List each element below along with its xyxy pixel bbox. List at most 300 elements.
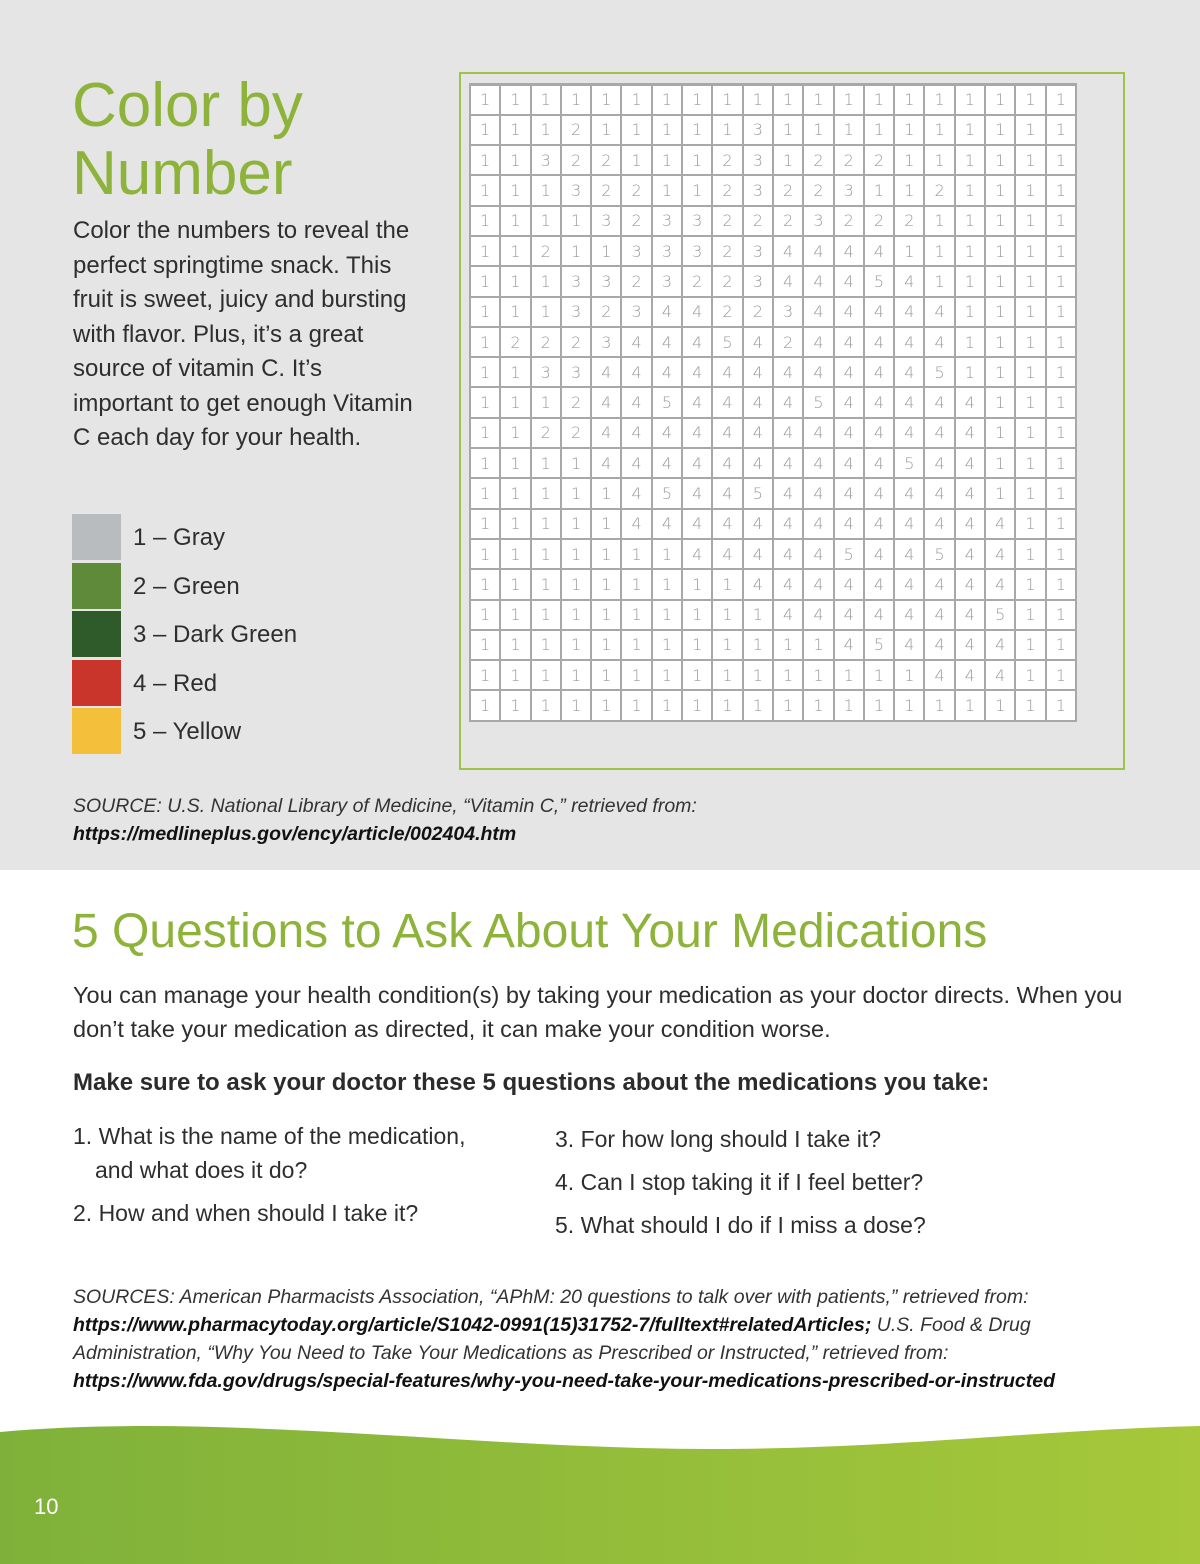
grid-cell[interactable]: 1 (500, 600, 530, 630)
grid-cell[interactable]: 4 (864, 327, 894, 357)
grid-cell[interactable]: 1 (652, 630, 682, 660)
grid-cell[interactable]: 4 (985, 569, 1015, 599)
grid-cell[interactable]: 1 (531, 478, 561, 508)
grid-cell[interactable]: 4 (743, 327, 773, 357)
grid-cell[interactable]: 1 (1046, 85, 1076, 115)
grid-cell[interactable]: 1 (531, 569, 561, 599)
grid-cell[interactable]: 4 (773, 569, 803, 599)
grid-cell[interactable]: 2 (591, 175, 621, 205)
grid-cell[interactable]: 4 (834, 478, 864, 508)
grid-cell[interactable]: 1 (561, 569, 591, 599)
grid-cell[interactable]: 1 (1046, 175, 1076, 205)
grid-cell[interactable]: 3 (682, 206, 712, 236)
grid-cell[interactable]: 4 (924, 297, 954, 327)
grid-cell[interactable]: 3 (834, 175, 864, 205)
grid-cell[interactable]: 1 (864, 85, 894, 115)
grid-cell[interactable]: 1 (834, 85, 864, 115)
grid-cell[interactable]: 2 (531, 236, 561, 266)
grid-cell[interactable]: 1 (531, 266, 561, 296)
grid-cell[interactable]: 4 (621, 448, 651, 478)
grid-cell[interactable]: 3 (561, 357, 591, 387)
grid-cell[interactable]: 1 (682, 690, 712, 720)
grid-cell[interactable]: 1 (1046, 266, 1076, 296)
grid-cell[interactable]: 1 (531, 297, 561, 327)
grid-cell[interactable]: 1 (682, 175, 712, 205)
grid-cell[interactable]: 1 (470, 418, 500, 448)
grid-cell[interactable]: 4 (924, 327, 954, 357)
grid-cell[interactable]: 1 (894, 85, 924, 115)
grid-cell[interactable]: 1 (743, 85, 773, 115)
grid-cell[interactable]: 3 (621, 236, 651, 266)
grid-cell[interactable]: 1 (924, 206, 954, 236)
grid-cell[interactable]: 2 (712, 175, 742, 205)
grid-cell[interactable]: 4 (652, 327, 682, 357)
grid-cell[interactable]: 1 (955, 206, 985, 236)
grid-cell[interactable]: 4 (682, 327, 712, 357)
grid-cell[interactable]: 1 (985, 145, 1015, 175)
grid-cell[interactable]: 4 (743, 418, 773, 448)
grid-cell[interactable]: 1 (470, 236, 500, 266)
grid-cell[interactable]: 4 (712, 509, 742, 539)
grid-cell[interactable]: 1 (834, 115, 864, 145)
grid-cell[interactable]: 1 (621, 690, 651, 720)
grid-cell[interactable]: 4 (682, 448, 712, 478)
grid-cell[interactable]: 1 (591, 509, 621, 539)
grid-cell[interactable]: 2 (561, 327, 591, 357)
grid-cell[interactable]: 4 (955, 569, 985, 599)
grid-cell[interactable]: 1 (773, 115, 803, 145)
grid-cell[interactable]: 1 (500, 448, 530, 478)
source-link[interactable]: https://medlineplus.gov/ency/article/002404.htm (73, 823, 517, 845)
grid-cell[interactable]: 1 (470, 357, 500, 387)
grid-cell[interactable]: 2 (531, 327, 561, 357)
grid-cell[interactable]: 2 (712, 266, 742, 296)
grid-cell[interactable]: 1 (500, 145, 530, 175)
grid-cell[interactable]: 4 (773, 236, 803, 266)
grid-cell[interactable]: 4 (985, 509, 1015, 539)
grid-cell[interactable]: 4 (864, 387, 894, 417)
grid-cell[interactable]: 5 (803, 387, 833, 417)
grid-cell[interactable]: 3 (803, 206, 833, 236)
grid-cell[interactable]: 2 (561, 418, 591, 448)
grid-cell[interactable]: 1 (591, 600, 621, 630)
grid-cell[interactable]: 1 (621, 660, 651, 690)
grid-cell[interactable]: 3 (743, 175, 773, 205)
grid-cell[interactable]: 4 (743, 539, 773, 569)
grid-cell[interactable]: 4 (773, 539, 803, 569)
grid-cell[interactable]: 1 (955, 115, 985, 145)
grid-cell[interactable]: 1 (652, 85, 682, 115)
grid-cell[interactable]: 4 (955, 630, 985, 660)
grid-cell[interactable]: 4 (834, 266, 864, 296)
grid-cell[interactable]: 1 (1046, 478, 1076, 508)
grid-cell[interactable]: 3 (591, 206, 621, 236)
grid-cell[interactable]: 1 (1015, 266, 1045, 296)
grid-cell[interactable]: 1 (531, 387, 561, 417)
grid-cell[interactable]: 4 (834, 387, 864, 417)
grid-cell[interactable]: 1 (561, 448, 591, 478)
grid-cell[interactable]: 1 (500, 569, 530, 599)
grid-cell[interactable]: 1 (712, 85, 742, 115)
grid-cell[interactable]: 1 (470, 175, 500, 205)
grid-cell[interactable]: 1 (1015, 145, 1045, 175)
grid-cell[interactable]: 2 (591, 145, 621, 175)
grid-cell[interactable]: 1 (985, 387, 1015, 417)
grid-cell[interactable]: 1 (985, 236, 1015, 266)
grid-cell[interactable]: 1 (803, 85, 833, 115)
grid-cell[interactable]: 1 (682, 85, 712, 115)
grid-cell[interactable]: 2 (834, 145, 864, 175)
grid-cell[interactable]: 1 (561, 660, 591, 690)
grid-cell[interactable]: 1 (531, 600, 561, 630)
grid-cell[interactable]: 3 (561, 175, 591, 205)
grid-cell[interactable]: 4 (682, 357, 712, 387)
grid-cell[interactable]: 4 (803, 357, 833, 387)
grid-cell[interactable]: 4 (591, 357, 621, 387)
grid-cell[interactable]: 1 (894, 690, 924, 720)
grid-cell[interactable]: 1 (1046, 297, 1076, 327)
grid-cell[interactable]: 5 (864, 266, 894, 296)
grid-cell[interactable]: 1 (955, 357, 985, 387)
grid-cell[interactable]: 1 (1015, 600, 1045, 630)
grid-cell[interactable]: 4 (864, 539, 894, 569)
grid-cell[interactable]: 1 (924, 145, 954, 175)
grid-cell[interactable]: 4 (652, 297, 682, 327)
grid-cell[interactable]: 1 (1046, 418, 1076, 448)
grid-cell[interactable]: 4 (864, 509, 894, 539)
grid-cell[interactable]: 1 (985, 448, 1015, 478)
grid-cell[interactable]: 1 (955, 297, 985, 327)
grid-cell[interactable]: 1 (864, 690, 894, 720)
grid-cell[interactable]: 5 (743, 478, 773, 508)
grid-cell[interactable]: 5 (864, 630, 894, 660)
grid-cell[interactable]: 3 (621, 297, 651, 327)
grid-cell[interactable]: 4 (803, 478, 833, 508)
grid-cell[interactable]: 1 (470, 630, 500, 660)
grid-cell[interactable]: 1 (834, 660, 864, 690)
grid-cell[interactable]: 4 (682, 387, 712, 417)
grid-cell[interactable]: 4 (743, 509, 773, 539)
grid-cell[interactable]: 4 (894, 387, 924, 417)
grid-cell[interactable]: 4 (712, 478, 742, 508)
sources-link-pharmacytoday[interactable]: https://www.pharmacytoday.org/article/S1042-0991(15)31752-7/fulltext#relatedArticles; (73, 1314, 872, 1336)
grid-cell[interactable]: 1 (470, 85, 500, 115)
grid-cell[interactable]: 1 (591, 630, 621, 660)
grid-cell[interactable]: 1 (1046, 115, 1076, 145)
grid-cell[interactable]: 1 (985, 690, 1015, 720)
grid-cell[interactable]: 4 (682, 539, 712, 569)
grid-cell[interactable]: 4 (712, 448, 742, 478)
grid-cell[interactable]: 5 (924, 539, 954, 569)
grid-cell[interactable]: 2 (561, 115, 591, 145)
grid-cell[interactable]: 1 (470, 145, 500, 175)
grid-cell[interactable]: 1 (985, 357, 1015, 387)
grid-cell[interactable]: 1 (500, 357, 530, 387)
grid-cell[interactable]: 1 (531, 115, 561, 145)
grid-cell[interactable]: 4 (682, 418, 712, 448)
grid-cell[interactable]: 1 (470, 600, 500, 630)
grid-cell[interactable]: 4 (985, 660, 1015, 690)
grid-cell[interactable]: 4 (894, 297, 924, 327)
grid-cell[interactable]: 4 (864, 448, 894, 478)
grid-cell[interactable]: 1 (591, 478, 621, 508)
grid-cell[interactable]: 2 (621, 266, 651, 296)
grid-cell[interactable]: 1 (773, 660, 803, 690)
grid-cell[interactable]: 1 (591, 539, 621, 569)
sources-link-fda[interactable]: https://www.fda.gov/drugs/special-features/why-you-need-take-your-medications-prescribed-or-instructed (73, 1370, 1056, 1392)
grid-cell[interactable]: 4 (864, 236, 894, 266)
grid-cell[interactable]: 1 (803, 115, 833, 145)
grid-cell[interactable]: 3 (743, 115, 773, 145)
grid-cell[interactable]: 1 (864, 115, 894, 145)
grid-cell[interactable]: 1 (561, 85, 591, 115)
grid-cell[interactable]: 1 (773, 630, 803, 660)
grid-cell[interactable]: 1 (652, 690, 682, 720)
grid-cell[interactable]: 4 (621, 418, 651, 448)
grid-cell[interactable]: 3 (743, 266, 773, 296)
grid-cell[interactable]: 1 (985, 266, 1015, 296)
grid-cell[interactable]: 1 (561, 478, 591, 508)
grid-cell[interactable]: 2 (712, 297, 742, 327)
grid-cell[interactable]: 1 (985, 175, 1015, 205)
grid-cell[interactable]: 4 (803, 509, 833, 539)
grid-cell[interactable]: 4 (924, 387, 954, 417)
grid-cell[interactable]: 1 (985, 85, 1015, 115)
grid-cell[interactable]: 1 (1015, 206, 1045, 236)
grid-cell[interactable]: 4 (803, 448, 833, 478)
grid-cell[interactable]: 4 (803, 266, 833, 296)
grid-cell[interactable]: 1 (955, 266, 985, 296)
grid-cell[interactable]: 1 (1015, 569, 1045, 599)
grid-cell[interactable]: 4 (712, 357, 742, 387)
grid-cell[interactable]: 2 (803, 145, 833, 175)
grid-cell[interactable]: 1 (621, 539, 651, 569)
grid-cell[interactable]: 2 (834, 206, 864, 236)
grid-cell[interactable]: 4 (773, 387, 803, 417)
grid-cell[interactable]: 1 (864, 660, 894, 690)
grid-cell[interactable]: 4 (955, 660, 985, 690)
grid-cell[interactable]: 4 (803, 600, 833, 630)
grid-cell[interactable]: 1 (591, 569, 621, 599)
grid-cell[interactable]: 2 (773, 175, 803, 205)
grid-cell[interactable]: 4 (652, 509, 682, 539)
grid-cell[interactable]: 1 (531, 630, 561, 660)
grid-cell[interactable]: 2 (712, 236, 742, 266)
grid-cell[interactable]: 3 (743, 236, 773, 266)
grid-cell[interactable]: 4 (834, 630, 864, 660)
grid-cell[interactable]: 4 (864, 297, 894, 327)
grid-cell[interactable]: 1 (621, 145, 651, 175)
grid-cell[interactable]: 4 (894, 418, 924, 448)
grid-cell[interactable]: 4 (924, 630, 954, 660)
grid-cell[interactable]: 1 (712, 690, 742, 720)
grid-cell[interactable]: 4 (834, 418, 864, 448)
grid-cell[interactable]: 1 (470, 206, 500, 236)
grid-cell[interactable]: 1 (561, 600, 591, 630)
grid-cell[interactable]: 2 (621, 206, 651, 236)
grid-cell[interactable]: 1 (773, 145, 803, 175)
grid-cell[interactable]: 1 (470, 690, 500, 720)
grid-cell[interactable]: 4 (924, 600, 954, 630)
grid-cell[interactable]: 3 (652, 266, 682, 296)
grid-cell[interactable]: 3 (773, 297, 803, 327)
grid-cell[interactable]: 4 (621, 327, 651, 357)
grid-cell[interactable]: 1 (1015, 539, 1045, 569)
grid-cell[interactable]: 3 (591, 266, 621, 296)
grid-cell[interactable]: 1 (500, 236, 530, 266)
grid-cell[interactable]: 5 (834, 539, 864, 569)
grid-cell[interactable]: 5 (924, 357, 954, 387)
grid-cell[interactable]: 1 (955, 85, 985, 115)
grid-cell[interactable]: 1 (712, 600, 742, 630)
grid-cell[interactable]: 5 (894, 448, 924, 478)
grid-cell[interactable]: 4 (894, 327, 924, 357)
grid-cell[interactable]: 4 (803, 418, 833, 448)
grid-cell[interactable]: 3 (682, 236, 712, 266)
grid-cell[interactable]: 1 (1046, 690, 1076, 720)
grid-cell[interactable]: 4 (834, 600, 864, 630)
grid-cell[interactable]: 3 (591, 327, 621, 357)
grid-cell[interactable]: 1 (712, 115, 742, 145)
grid-cell[interactable]: 2 (743, 297, 773, 327)
grid-cell[interactable]: 1 (531, 448, 561, 478)
grid-cell[interactable]: 4 (591, 387, 621, 417)
grid-cell[interactable]: 4 (652, 418, 682, 448)
grid-cell[interactable]: 2 (924, 175, 954, 205)
grid-cell[interactable]: 4 (773, 509, 803, 539)
grid-cell[interactable]: 1 (500, 387, 530, 417)
grid-cell[interactable]: 3 (561, 297, 591, 327)
grid-cell[interactable]: 4 (834, 236, 864, 266)
grid-cell[interactable]: 1 (500, 660, 530, 690)
grid-cell[interactable]: 1 (500, 690, 530, 720)
grid-cell[interactable]: 1 (1046, 236, 1076, 266)
grid-cell[interactable]: 4 (743, 569, 773, 599)
grid-cell[interactable]: 1 (591, 690, 621, 720)
grid-cell[interactable]: 1 (1015, 175, 1045, 205)
grid-cell[interactable]: 1 (621, 115, 651, 145)
grid-cell[interactable]: 1 (531, 690, 561, 720)
grid-cell[interactable]: 1 (803, 690, 833, 720)
grid-cell[interactable]: 1 (470, 569, 500, 599)
grid-cell[interactable]: 1 (1015, 327, 1045, 357)
grid-cell[interactable]: 1 (712, 569, 742, 599)
grid-cell[interactable]: 4 (894, 600, 924, 630)
grid-cell[interactable]: 1 (470, 509, 500, 539)
grid-cell[interactable]: 1 (682, 630, 712, 660)
grid-cell[interactable]: 4 (864, 418, 894, 448)
grid-cell[interactable]: 1 (591, 85, 621, 115)
grid-cell[interactable]: 4 (712, 539, 742, 569)
grid-cell[interactable]: 1 (682, 569, 712, 599)
grid-cell[interactable]: 1 (652, 145, 682, 175)
grid-cell[interactable]: 4 (894, 569, 924, 599)
grid-cell[interactable]: 2 (500, 327, 530, 357)
grid-cell[interactable]: 1 (531, 539, 561, 569)
grid-cell[interactable]: 4 (924, 660, 954, 690)
grid-cell[interactable]: 1 (621, 569, 651, 599)
grid-cell[interactable]: 2 (773, 206, 803, 236)
grid-cell[interactable]: 3 (652, 206, 682, 236)
grid-cell[interactable]: 1 (1015, 660, 1045, 690)
grid-cell[interactable]: 1 (652, 175, 682, 205)
grid-cell[interactable]: 1 (500, 297, 530, 327)
grid-cell[interactable]: 1 (621, 600, 651, 630)
grid-cell[interactable]: 4 (682, 297, 712, 327)
grid-cell[interactable]: 4 (803, 297, 833, 327)
grid-cell[interactable]: 1 (531, 175, 561, 205)
grid-cell[interactable]: 4 (834, 569, 864, 599)
grid-cell[interactable]: 1 (803, 660, 833, 690)
grid-cell[interactable]: 4 (955, 448, 985, 478)
grid-cell[interactable]: 1 (1046, 630, 1076, 660)
grid-cell[interactable]: 2 (803, 175, 833, 205)
grid-cell[interactable]: 1 (864, 175, 894, 205)
grid-cell[interactable]: 4 (955, 478, 985, 508)
grid-cell[interactable]: 1 (1015, 236, 1045, 266)
grid-cell[interactable]: 1 (500, 266, 530, 296)
grid-cell[interactable]: 1 (924, 236, 954, 266)
grid-cell[interactable]: 4 (864, 357, 894, 387)
grid-cell[interactable]: 4 (894, 357, 924, 387)
grid-cell[interactable]: 3 (531, 357, 561, 387)
grid-cell[interactable]: 4 (955, 600, 985, 630)
grid-cell[interactable]: 4 (773, 418, 803, 448)
grid-cell[interactable]: 1 (591, 115, 621, 145)
grid-cell[interactable]: 1 (955, 327, 985, 357)
grid-cell[interactable]: 4 (834, 327, 864, 357)
grid-cell[interactable]: 1 (1046, 327, 1076, 357)
grid-cell[interactable]: 1 (1046, 145, 1076, 175)
grid-cell[interactable]: 4 (864, 478, 894, 508)
grid-cell[interactable]: 2 (682, 266, 712, 296)
grid-cell[interactable]: 2 (621, 175, 651, 205)
grid-cell[interactable]: 1 (1046, 600, 1076, 630)
grid-cell[interactable]: 1 (500, 85, 530, 115)
grid-cell[interactable]: 1 (803, 630, 833, 660)
grid-cell[interactable]: 4 (591, 448, 621, 478)
grid-cell[interactable]: 1 (743, 690, 773, 720)
grid-cell[interactable]: 1 (773, 690, 803, 720)
grid-cell[interactable]: 1 (955, 145, 985, 175)
grid-cell[interactable]: 1 (591, 236, 621, 266)
grid-cell[interactable]: 1 (682, 600, 712, 630)
grid-cell[interactable]: 1 (682, 115, 712, 145)
grid-cell[interactable]: 4 (712, 387, 742, 417)
grid-cell[interactable]: 4 (712, 418, 742, 448)
grid-cell[interactable]: 1 (985, 327, 1015, 357)
grid-cell[interactable]: 4 (864, 569, 894, 599)
grid-cell[interactable]: 1 (500, 175, 530, 205)
grid-cell[interactable]: 1 (1046, 206, 1076, 236)
grid-cell[interactable]: 1 (955, 236, 985, 266)
grid-cell[interactable]: 1 (561, 206, 591, 236)
grid-cell[interactable]: 1 (1046, 569, 1076, 599)
grid-cell[interactable]: 1 (652, 539, 682, 569)
grid-cell[interactable]: 4 (652, 357, 682, 387)
grid-cell[interactable]: 1 (470, 115, 500, 145)
grid-cell[interactable]: 1 (1015, 357, 1045, 387)
grid-cell[interactable]: 1 (531, 206, 561, 236)
grid-cell[interactable]: 1 (621, 630, 651, 660)
grid-cell[interactable]: 1 (1015, 448, 1045, 478)
grid-cell[interactable]: 2 (894, 206, 924, 236)
grid-cell[interactable]: 1 (924, 115, 954, 145)
grid-cell[interactable]: 2 (591, 297, 621, 327)
grid-cell[interactable]: 1 (652, 569, 682, 599)
grid-cell[interactable]: 1 (985, 297, 1015, 327)
grid-cell[interactable]: 1 (985, 418, 1015, 448)
